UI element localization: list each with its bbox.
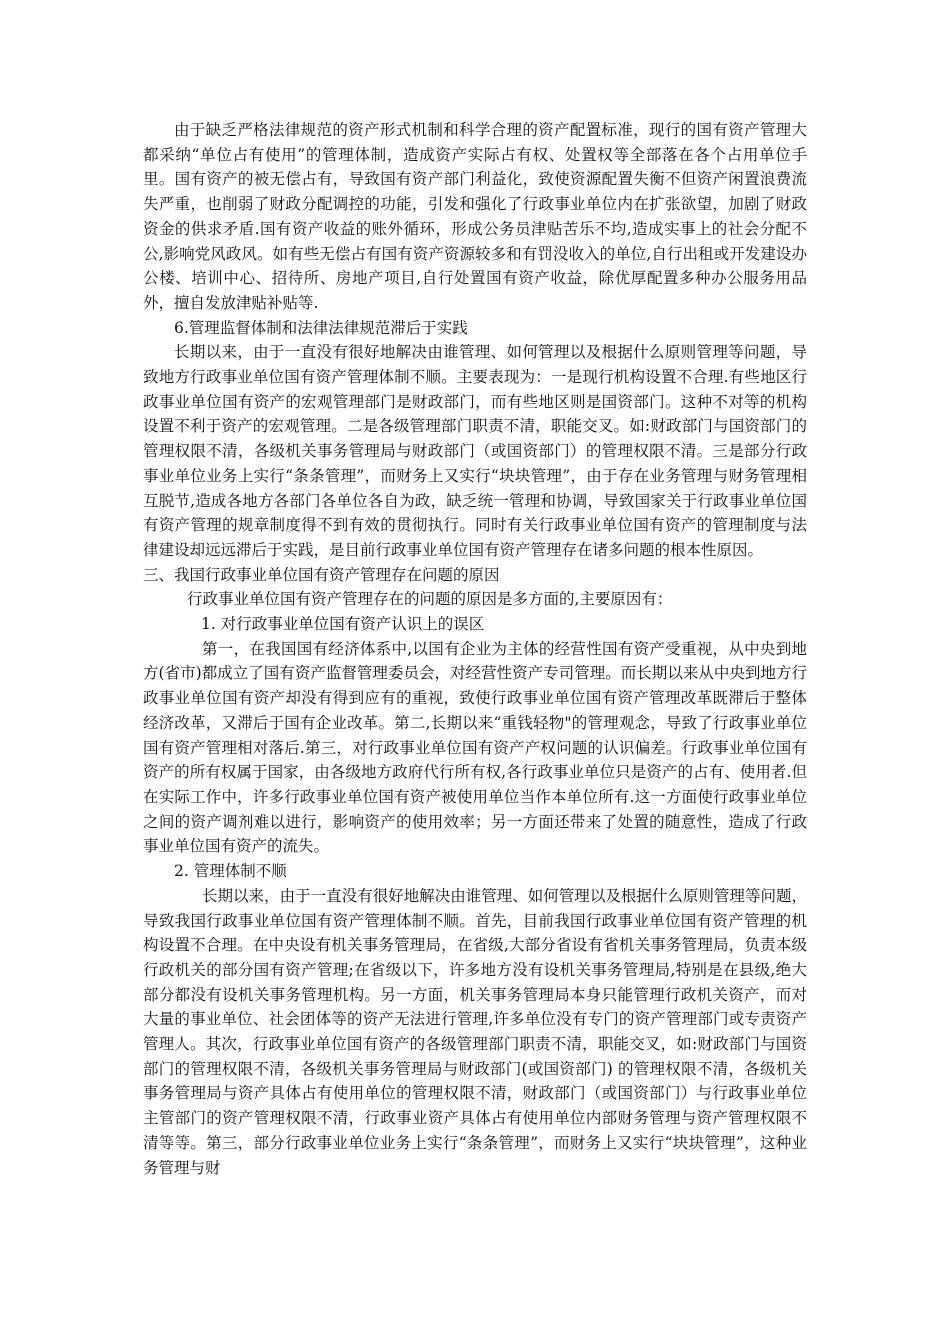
- body-paragraph-causes-intro: 行政事业单位国有资产管理存在的问题的原因是多方面的,主要原因有：: [187, 590, 673, 609]
- subheading-misconception: 1. 对行政事业单位国有资产认识上的误区: [201, 615, 485, 634]
- body-paragraph-asset-occupation: 由于缺乏严格法律规范的资产形式机制和科学合理的资产配置标准，现行的国有资产管理大都采纳“单位占有使用”的管理体制，造成资产实际占有权、处置权等全部落在各个占用单位手里。国有资产的被无偿占有，导致国有资产部门利益化，致使资源配置失衡不但资产闲置浪费流失严重，也削弱了财政分配调控的功能，引发和强化了行政事业单位内在扩张欲望，加剧了财政资金的供求矛盾.国有资产收益的账外循环，形成公务员津贴苦乐不均,造成实事上的社会分配不公,影响党风政风。如有些无偿占有国有资产资源较多和有罚没收入的单位,自行出租或开发建设办公楼、培训中心、招待所、房地产项目,自行处置国有资产收益，除优厚配置多种办公服务用品外，擅自发放津贴补贴等.: [143, 121, 807, 312]
- body-paragraph-supervision-system: 长期以来，由于一直没有很好地解决由谁管理、如何管理以及根据什么原则管理等问题，导致地方行政事业单位国有资产管理体制不顺。主要表现为：一是现行机构设置不合理.有些地区行政事业单位国有资产的宏观管理部门是财政部门，而有些地区则是国资部门。这种不对等的机构设置不利于资产的宏观管理。二是各级管理部门职责不清，职能交叉。如:财政部门与国资部门的管理权限不清，各级机关事务管理局与财政部门（或国资部门）的管理权限不清。三是部分行政事业单位业务上实行“条条管理”，而财务上又实行“块块管理”，由于存在业务管理与财务管理相互脱节,造成各地方各部门各单位各自为政，缺乏统一管理和协调，导致国家关于行政事业单位国有资产管理的规章制度得不到有效的贯彻执行。同时有关行政事业单位国有资产的管理制度与法律建设却远远滞后于实践，是目前行政事业单位国有资产管理存在诸多问题的根本性原因。: [143, 343, 807, 559]
- body-paragraph-management-system: 长期以来，由于一直没有很好地解决由谁管理、如何管理以及根据什么原则管理等问题，导致我国行政事业单位国有资产管理体制不顺。首先，目前我国行政事业单位国有资产管理的机构设置不合理。在中央设有机关事务管理局，在省级,大部分省设有省机关事务管理局，负责本级行政机关的部分国有资产管理;在省级以下，许多地方没有设机关事务管理局,特别是在县级,绝大部分都没有设机关事务管理机构。另一方面，机关事务管理局本身只能管理行政机关资产，而对大量的事业单位、社会团体等的资产无法进行管理,许多单位没有专门的资产管理部门或专责资产管理人。其次，行政事业单位国有资产的各级管理部门职责不清，职能交叉，如:财政部门与国资部门的管理权限不清，各级机关事务管理局与财政部门(或国资部门) 的管理权限不清，各级机关事务管理局与资产具体占有使用单位的管理权限不清，财政部门（或国资部门）与行政事业单位主管部门的资产管理权限不清，行政事业资产具体占有使用单位内部财务管理与资产管理权限不清等等。第三，部分行政事业单位业务上实行“条条管理”，而财务上又实行“块块管理”，这种业务管理与财: [143, 886, 807, 1177]
- subheading-management-system: 2. 管理体制不顺: [174, 862, 287, 881]
- section-heading-causes: 三、我国行政事业单位国有资产管理存在问题的原因: [143, 565, 500, 584]
- document-page: [143, 118, 807, 1180]
- subheading-supervision-system: 6.管理监督体制和法律法律规范滞后于实践: [174, 318, 468, 337]
- body-paragraph-misconception: 第一，在我国国有经济体系中,以国有企业为主体的经营性国有资产受重视，从中央到地方(省市)都成立了国有资产监督管理委员会，对经营性资产专司管理。而长期以来从中央到地方行政事业单位国有资产却没有得到应有的重视，致使行政事业单位国有资产管理改革既滞后于整体经济改革，又滞后于国有企业改革。第二,长期以来“重钱轻物"的管理观念，导致了行政事业单位国有资产管理相对落后.第三，对行政事业单位国有资产产权问题的认识偏差。行政事业单位国有资产的所有权属于国家，由各级地方政府代行所有权,各行政事业单位只是资产的占有、使用者.但在实际工作中，许多行政事业单位国有资产被使用单位当作本单位所有.这一方面使行政事业单位之间的资产调剂难以进行，影响资产的使用效率；另一方面还带来了处置的随意性，造成了行政事业单位国有资产的流失。: [143, 639, 807, 856]
